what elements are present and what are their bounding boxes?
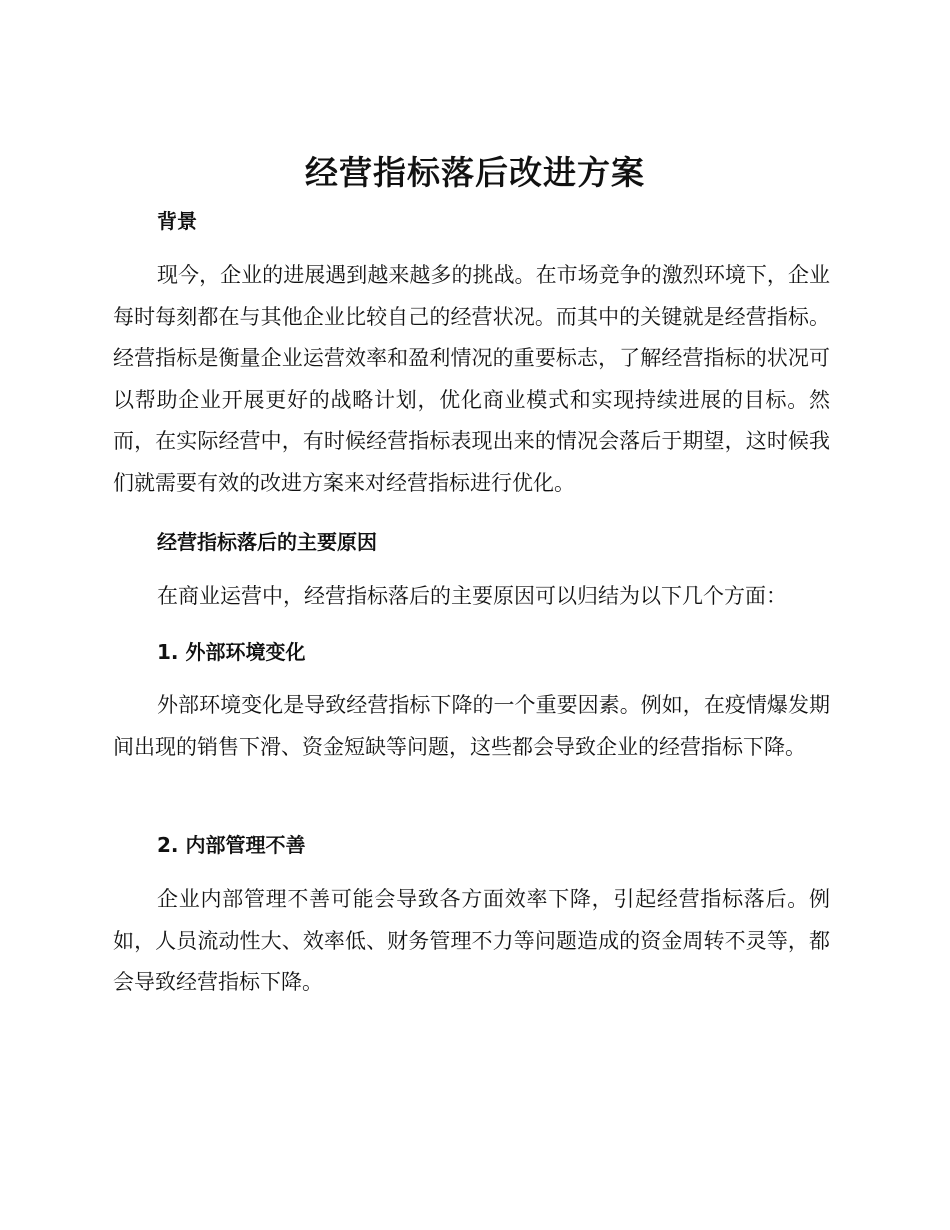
section-paragraph-external-change: 外部环境变化是导致经营指标下降的一个重要因素。例如，在疫情爆发期间出现的销售下滑、资金短缺等问题，这些都会导致企业的经营指标下降。 — [113, 693, 830, 759]
section-heading-external-change: 1. 外部环境变化 — [157, 640, 306, 664]
document-title: 经营指标落后改进方案 — [305, 153, 645, 192]
section-paragraph-internal-management: 企业内部管理不善可能会导致各方面效率下降，引起经营指标落后。例如，人员流动性大、效率低、财务管理不力等问题造成的资金周转不灵等，都会导致经营指标下降。 — [113, 887, 830, 995]
section-paragraph-main-causes: 在商业运营中，经营指标落后的主要原因可以归结为以下几个方面： — [157, 584, 787, 608]
section-heading-background: 背景 — [157, 209, 197, 233]
section-heading-internal-management: 2. 内部管理不善 — [157, 833, 306, 857]
section-paragraph-background: 现今，企业的进展遇到越来越多的挑战。在市场竞争的激烈环境下，企业每时每刻都在与其他企业比较自己的经营状况。而其中的关键就是经营指标。经营指标是衡量企业运营效率和盈利情况的重要标志，了解经营指标的状况可以帮助企业开展更好的战略计划，优化商业模式和实现持续进展的目标。然而，在实际经营中，有时候经营指标表现出来的情况会落后于期望，这时候我们就需要有效的改进方案来对经营指标进行优化。 — [113, 263, 830, 495]
section-heading-main-causes: 经营指标落后的主要原因 — [157, 530, 377, 554]
